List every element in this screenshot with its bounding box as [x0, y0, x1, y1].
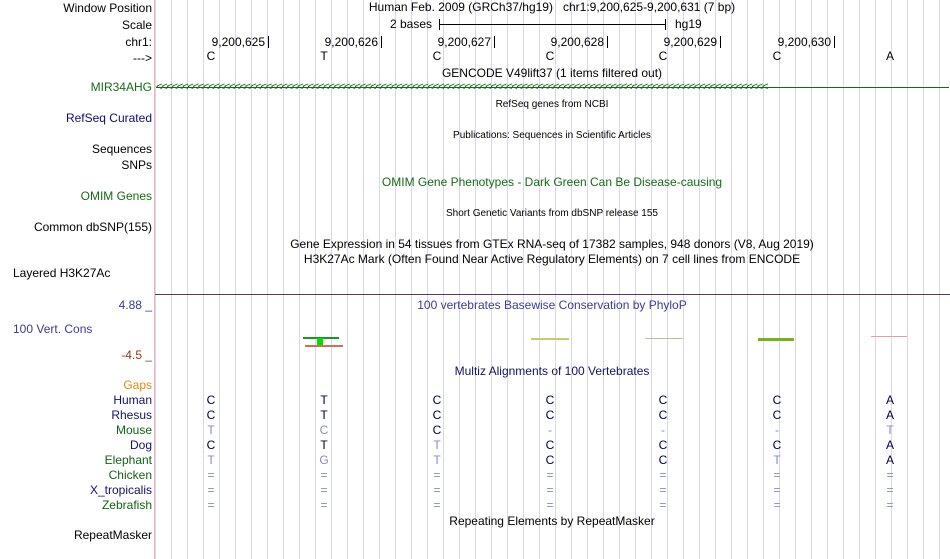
- alignment-base: -: [775, 423, 779, 437]
- species-label-chicken[interactable]: Chicken: [108, 468, 152, 482]
- alignment-base: C: [658, 453, 668, 467]
- alignment-base: T: [773, 453, 781, 467]
- assembly-name: Human Feb. 2009 (GRCh37/hg19): [368, 0, 553, 14]
- cons-bar-pos7: [871, 336, 907, 337]
- alignment-base: =: [433, 483, 441, 497]
- gencode-track-title: GENCODE V49lift37 (1 items filtered out): [441, 66, 663, 80]
- alignment-base: C: [432, 423, 442, 437]
- alignment-base: =: [207, 483, 215, 497]
- gencode-track-label[interactable]: MIR34AHG: [90, 80, 152, 94]
- scale-db: hg19: [675, 17, 702, 31]
- alignment-base: C: [545, 438, 555, 452]
- ruler-coordinate-label: 9,200,628: [550, 35, 604, 49]
- alignment-base: A: [885, 453, 894, 467]
- ruler-coordinate-label: 9,200,627: [437, 35, 491, 49]
- multiz-track-title: Multiz Alignments of 100 Vertebrates: [454, 364, 650, 378]
- alignment-base: T: [320, 393, 328, 407]
- cons-bar-pos2-peak: [317, 338, 323, 345]
- mir34ahg-gene-feature[interactable]: [156, 80, 949, 95]
- alignment-base: C: [206, 408, 216, 422]
- h3k27ac-track-label[interactable]: Layered H3K27Ac: [13, 266, 111, 280]
- alignment-base: =: [886, 468, 894, 482]
- ruler-tick: [720, 36, 721, 48]
- cons-bar-pos4: [531, 338, 569, 340]
- species-label-x_tropicalis[interactable]: X_tropicalis: [89, 483, 152, 497]
- alignment-base: A: [885, 393, 894, 407]
- alignment-base: C: [545, 393, 555, 407]
- ruler-coordinate-label: 9,200,629: [663, 35, 717, 49]
- dbsnp-track-label[interactable]: Common dbSNP(155): [33, 220, 152, 234]
- repeatmasker-track-label[interactable]: RepeatMasker: [73, 528, 152, 542]
- alignment-base: C: [658, 408, 668, 422]
- alignment-base: C: [772, 408, 782, 422]
- alignment-base: C: [319, 423, 329, 437]
- alignment-base: =: [546, 498, 554, 512]
- alignment-base: T: [207, 453, 215, 467]
- ruler-coordinate-label: 9,200,626: [324, 35, 378, 49]
- conservation-wiggle[interactable]: [155, 325, 950, 355]
- scale-label: Scale: [121, 18, 152, 32]
- alignment-base: =: [207, 468, 215, 482]
- position-text: chr1:9,200,625-9,200,631 (7 bp): [563, 0, 736, 14]
- species-label-mouse[interactable]: Mouse: [115, 423, 152, 437]
- cons-bar-pos5: [645, 338, 683, 339]
- dbsnp-track-title: Short Genetic Variants from dbSNP release 155: [446, 208, 658, 219]
- alignment-base: =: [886, 483, 894, 497]
- species-label-zebrafish[interactable]: Zebrafish: [101, 498, 152, 512]
- alignment-base: C: [772, 393, 782, 407]
- reference-base: C: [772, 49, 782, 63]
- alignment-base: -: [548, 423, 552, 437]
- reference-base: A: [885, 49, 894, 63]
- alignment-base: C: [772, 438, 782, 452]
- alignment-base: T: [433, 453, 441, 467]
- species-label-rhesus[interactable]: Rhesus: [111, 408, 152, 422]
- snps-track-label[interactable]: SNPs: [121, 158, 152, 172]
- conservation-track-title: 100 vertebrates Basewise Conservation by PhyloP: [417, 298, 687, 312]
- refseq-track-title: RefSeq genes from NCBI: [495, 99, 609, 110]
- ruler-coordinate-label: 9,200,625: [211, 35, 265, 49]
- alignment-base: T: [433, 438, 441, 452]
- alignment-base: =: [320, 498, 328, 512]
- reference-base: C: [658, 49, 668, 63]
- sequences-track-label[interactable]: Sequences: [91, 142, 152, 156]
- alignment-base: =: [659, 483, 667, 497]
- alignment-base: =: [320, 483, 328, 497]
- omim-track-label[interactable]: OMIM Genes: [80, 189, 152, 203]
- alignment-base: C: [658, 393, 668, 407]
- cons-bar-pos2-neg: [305, 345, 343, 347]
- alignment-base: A: [885, 408, 894, 422]
- reference-base: C: [206, 49, 216, 63]
- window-position-label: Window Position: [63, 1, 152, 15]
- alignment-base: =: [773, 468, 781, 482]
- alignment-base: =: [433, 498, 441, 512]
- h3k27ac-track-title: H3K27Ac Mark (Often Found Near Active Regulatory Elements) on 7 cell lines from ENCODE: [303, 252, 801, 266]
- alignment-base: A: [885, 438, 894, 452]
- reference-base: C: [432, 49, 442, 63]
- alignment-base: C: [206, 438, 216, 452]
- alignment-base: =: [546, 468, 554, 482]
- ruler-tick: [494, 36, 495, 48]
- alignment-base: =: [433, 468, 441, 482]
- scale-text: 2 bases: [390, 17, 433, 31]
- alignment-base: G: [319, 453, 329, 467]
- strand-label: --->: [133, 51, 152, 65]
- ruler-tick: [268, 36, 269, 48]
- reference-base: C: [545, 49, 555, 63]
- alignment-base: =: [320, 468, 328, 482]
- species-label-elephant[interactable]: Elephant: [104, 453, 152, 467]
- publications-track-title: Publications: Sequences in Scientific Articles: [453, 130, 651, 141]
- alignment-base: C: [545, 408, 555, 422]
- alignment-base: =: [886, 498, 894, 512]
- ruler-tick: [381, 36, 382, 48]
- alignment-base: C: [432, 408, 442, 422]
- ruler-coordinate-label: 9,200,630: [777, 35, 831, 49]
- alignment-base: T: [207, 423, 215, 437]
- ruler-tick: [834, 36, 835, 48]
- strand-direction-arrows: <<<<<<<<<<<<<<<<<<<<<<<<<<<<<<<<<<<<<<<<<<<<<<<<<<<<<<<<<<<<<<<<<<<<<<<<<<<<<<<<<<<<<<<<<<<<<<<<<<<<<<<<<<<<<<<<<<<<<: [156, 81, 768, 93]
- conservation-track-label[interactable]: 100 Vert. Cons: [13, 322, 93, 336]
- alignment-base: =: [659, 498, 667, 512]
- alignment-base: T: [886, 423, 894, 437]
- alignment-base: =: [773, 483, 781, 497]
- alignment-base: =: [207, 498, 215, 512]
- gtex-track-title: Gene Expression in 54 tissues from GTEx RNA-seq of 17382 samples, 948 donors (V8, Aug 2019): [290, 237, 814, 251]
- track-image[interactable]: [155, 0, 950, 559]
- repeatmasker-track-title: Repeating Elements by RepeatMasker: [449, 514, 655, 528]
- alignment-base: C: [432, 393, 442, 407]
- track-label-column: [0, 0, 154, 559]
- alignment-base: =: [546, 483, 554, 497]
- species-label-dog[interactable]: Dog: [129, 438, 152, 452]
- alignment-base: T: [320, 408, 328, 422]
- gaps-label[interactable]: Gaps: [123, 378, 152, 392]
- alignment-base: C: [206, 393, 216, 407]
- chrom-label: chr1:: [125, 35, 152, 49]
- alignment-base: =: [773, 498, 781, 512]
- alignment-base: C: [545, 453, 555, 467]
- refseq-track-label[interactable]: RefSeq Curated: [65, 111, 152, 125]
- cons-bar-pos6: [758, 338, 794, 341]
- alignment-base: =: [659, 468, 667, 482]
- alignment-base: C: [658, 438, 668, 452]
- reference-base: T: [320, 49, 328, 63]
- alignment-base: -: [661, 423, 665, 437]
- ruler-tick: [607, 36, 608, 48]
- alignment-base: T: [320, 438, 328, 452]
- assembly-position-title: [369, 0, 735, 15]
- omim-track-title: OMIM Gene Phenotypes - Dark Green Can Be Disease-causing: [381, 175, 723, 189]
- conservation-min-label: -4.5 _: [121, 348, 152, 362]
- conservation-max-label: 4.88 _: [118, 298, 152, 312]
- species-label-human[interactable]: Human: [113, 393, 152, 407]
- scale-bar: [439, 24, 666, 25]
- conservation-top-line: [155, 294, 950, 295]
